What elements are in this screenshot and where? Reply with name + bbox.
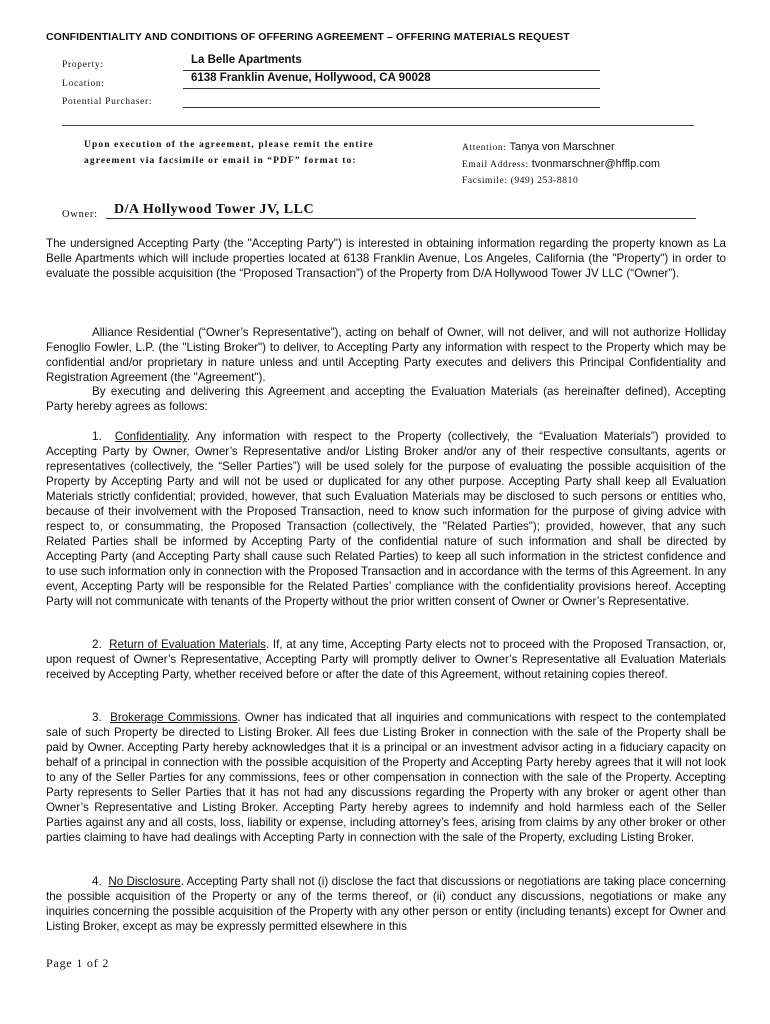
representative-paragraph: Alliance Residential (“Owner’s Representative”), acting on behalf of Owner, will not deliver, and will not authorize Holliday Fenoglio Fowler, L.P. (the "Listing Broker") to deliver, to Accepting Party any information with respect to the Property which may be confidential and/or proprietary in nature unless and until Accepting Party executes and delivers this Principal Confidentiality and Registration Agreement (the "Agreement"). (46, 326, 726, 384)
section-1-heading: Confidentiality (114, 430, 187, 443)
owner-value: D/A Hollywood Tower JV, LLC (114, 202, 315, 217)
fax-value: (949) 253-8810 (510, 176, 579, 186)
location-field[interactable] (183, 74, 600, 89)
document-title: CONFIDENTIALITY AND CONDITIONS OF OFFERING AGREEMENT – OFFERING MATERIALS REQUEST (46, 31, 570, 43)
section-1-text: . Any information with respect to the Property (collectively, the “Evaluation Materials”) provided to Accepting Party by Owner, Owner’s Representative and/or Listing Broker and/or any of their respective consultants, agents or representatives (collectively, the “Seller Parties”) will be used solely for the purpose of evaluating the possible acquisition of the Property by Accepting Party and will not be used or duplicated for any other purpose. Accepting Party shall keep all Evaluation Materials strictly confidential; provided, however, that such Evaluation Materials may be disclosed to such persons or entities who, because of their involvement with the Proposed Transaction, need to know such information for the purpose of giving advice with respect to, or consummating, the Proposed Transaction (collectively, the "Related Parties"); provided, however, that any such Related Parties shall be informed by Accepting Party of the confidential nature of such information and shall be directed by Accepting Party (and Accepting Party shall cause such Related Parties) to keep all such information in the strictest confidence and to use such information only in connection with the Proposed Transaction and in accordance with the terms of this Agreement. In any event, Accepting Party will be responsible for the Related Parties’ compliance with the confidentiality provisions hereof. Accepting Party will not communicate with tenants of the Property without the prior written consent of Owner or Owner’s Representative. (46, 430, 726, 608)
owner-field[interactable] (106, 203, 696, 219)
property-value: La Belle Apartments (191, 54, 302, 66)
email-label: Email Address: (462, 160, 529, 170)
page-number: Page 1 of 2 (46, 956, 110, 970)
purchaser-field[interactable] (183, 93, 600, 108)
intro-paragraph: The undersigned Accepting Party (the "Accepting Party") is interested in obtaining information regarding the property known as La Belle Apartments which will include properties located at 6138 Franklin Avenue, Los Angeles, California (the "Property") in order to evaluate the possible acquisition (the “Proposed Transaction”) of the Property from D/A Hollywood Tower JV LLC (“Owner”). (46, 237, 726, 280)
owner-label: Owner: (62, 209, 98, 220)
section-3-number: 3. (92, 711, 102, 724)
email-value[interactable]: tvonmarschner@hfflp.com (531, 158, 661, 170)
section-brokerage-commissions (46, 710, 726, 845)
remit-instructions (84, 137, 374, 169)
section-no-disclosure (46, 874, 726, 934)
location-label: Location: (62, 79, 105, 89)
section-2-heading: Return of Evaluation Materials (109, 638, 266, 651)
section-4-number: 4. (92, 875, 102, 888)
section-return-materials (46, 637, 726, 682)
attention-label: Attention: (462, 143, 507, 153)
purchaser-label: Potential Purchaser: (62, 97, 153, 107)
contact-block (462, 139, 660, 189)
section-2-number: 2. (92, 638, 102, 651)
fax-label: Facsimile: (462, 176, 508, 186)
section-confidentiality (46, 429, 726, 609)
property-field[interactable] (183, 56, 600, 71)
agreement-paragraph: By executing and delivering this Agreement and accepting the Evaluation Materials (as hereinafter defined), Accepting Party hereby agrees as follows: (46, 385, 726, 413)
property-label: Property: (62, 60, 104, 70)
section-2-text: . If, at any time, Accepting Party elects not to proceed with the Proposed Transaction, or, upon request of Owner’s Representative, Accepting Party will promptly deliver to Owner’s Representative all Evaluation Materials received by Accepting Party, whether received before or after the date of this Agreement, without retaining copies thereof. (46, 638, 726, 681)
section-4-heading: No Disclosure (108, 875, 181, 888)
section-4-text: . Accepting Party shall not (i) disclose the fact that discussions or negotiations are taking place concerning the possible acquisition of the Property or any of the terms thereof, or (ii) conduct any discussions, negotiations or make any inquiries concerning the possible acquisition of the Property with any other person or entity (including tenants) except for Owner and Listing Broker, except as may be expressly permitted elsewhere in this (46, 875, 726, 933)
section-divider (62, 125, 694, 126)
location-value: 6138 Franklin Avenue, Hollywood, CA 90028 (191, 72, 431, 84)
section-3-text: . Owner has indicated that all inquiries and communications with respect to the contemplated sale of such Property be directed to Listing Broker. All fees due Listing Broker in connection with the sale of the Property shall be paid by Owner. Accepting Party hereby acknowledges that it is a principal or an investment advisor acting in a fiduciary capacity on behalf of a principal in connection with the possible acquisition of the Property and Accepting Party hereby agrees that it will not look to any of the Seller Parties for any commissions, fees or other compensation in connection with the sale of the Property. Accepting Party represents to Seller Parties that it has not had any discussions regarding the Property with any broker or agent other than Owner’s Representative and Listing Broker. Accepting Party hereby agrees to indemnify and hold harmless each of the Seller Parties against any and all costs, loss, liability or expense, including attorney’s fees, arising from claims by any other broker or other parties claiming to have had dealings with Accepting Party in connection with the sale of the Property, excluding Listing Broker. (46, 711, 726, 844)
remit-line-2: agreement via facsimile or email in “PDF” format to: (84, 156, 357, 166)
section-1-number: 1. (92, 430, 102, 443)
section-3-heading: Brokerage Commissions (110, 711, 238, 724)
remit-line-1: Upon execution of the agreement, please remit the entire (84, 140, 374, 150)
attention-value: Tanya von Marschner (509, 141, 615, 153)
